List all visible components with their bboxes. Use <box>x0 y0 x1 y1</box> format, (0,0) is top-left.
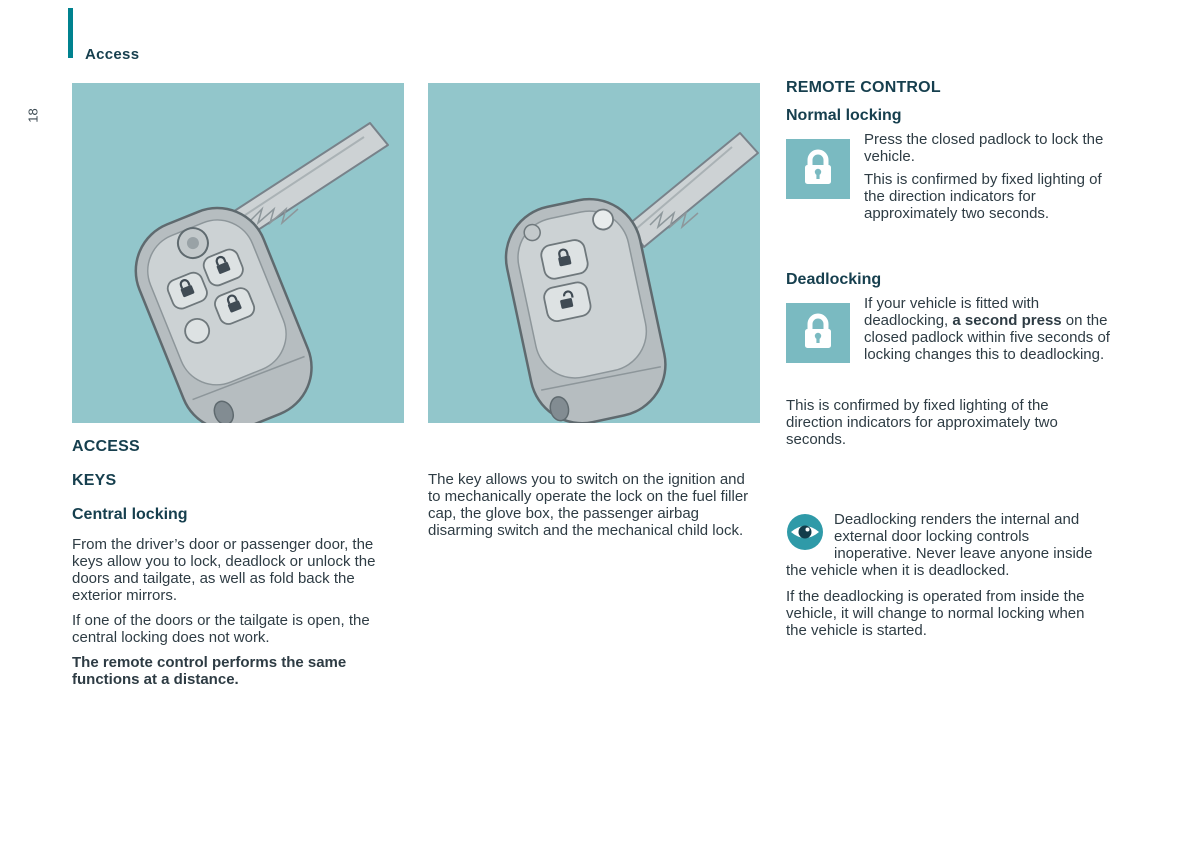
normal-locking-paragraph-1: Press the closed padlock to lock the vehicle. <box>864 131 1104 165</box>
central-locking-paragraph-1: From the driver’s door or passenger door, the keys allow you to lock, deadlock or unlock the doors and tailgate, as well as fold back the exterior mirrors. <box>72 536 376 604</box>
heading-normal-locking: Normal locking <box>786 107 902 124</box>
heading-deadlocking: Deadlocking <box>786 271 882 288</box>
central-locking-paragraph-2: If one of the doors or the tailgate is open, the central locking does not work. <box>72 612 370 646</box>
middle-column <box>428 471 758 547</box>
heading-keys: KEYS <box>72 472 117 489</box>
page-header-label: Access <box>85 46 140 63</box>
eye-icon <box>786 513 824 551</box>
normal-locking-block <box>786 131 1116 228</box>
deadlocking-note-block <box>786 511 1108 648</box>
heading-remote-control: REMOTE CONTROL <box>786 79 941 96</box>
key-fob-image-2 <box>428 83 760 423</box>
note-paragraph-1: Deadlocking renders the internal and external door locking controls inoperative. Never leave anyone inside the vehicle when it is deadlocked. <box>786 511 1093 579</box>
key-fob-image-1 <box>72 83 404 423</box>
key-image-panel-1 <box>72 83 404 423</box>
left-column <box>72 438 377 696</box>
deadlocking-text <box>864 295 1114 369</box>
heading-central-locking: Central locking <box>72 506 188 523</box>
note-paragraph-2: If the deadlocking is operated from inside the vehicle, it will change to normal locking when the vehicle is started. <box>786 588 1085 639</box>
deadlocking-block <box>786 295 1116 369</box>
deadlocking-text-post: on the closed padlock within five seconds of locking changes this to deadlocking. <box>864 312 1110 363</box>
central-locking-paragraph-bold: The remote control performs the same functions at a distance. <box>72 654 347 688</box>
page-number: 18 <box>25 108 41 123</box>
heading-access: ACCESS <box>72 438 140 455</box>
deadlocking-paragraph <box>864 295 1114 363</box>
deadlocking-confirm-paragraph: This is confirmed by fixed lighting of the direction indicators for approximately two seconds. <box>786 397 1058 448</box>
closed-padlock-icon <box>786 139 850 199</box>
key-functions-paragraph: The key allows you to switch on the ignition and to mechanically operate the lock on the fuel filler cap, the glove box, the passenger airbag disarming switch and the mechanical child lock. <box>428 471 749 539</box>
closed-padlock-icon <box>786 303 850 363</box>
normal-locking-text <box>864 131 1114 228</box>
normal-locking-paragraph-2: This is confirmed by fixed lighting of the direction indicators for approximately two seconds. <box>864 171 1102 222</box>
deadlocking-text-pre: If your vehicle is fitted with deadlocking, <box>864 295 1040 329</box>
key-image-panel-2 <box>428 83 760 423</box>
deadlocking-text-bold: a second press <box>952 312 1062 329</box>
accent-bar <box>68 8 73 58</box>
